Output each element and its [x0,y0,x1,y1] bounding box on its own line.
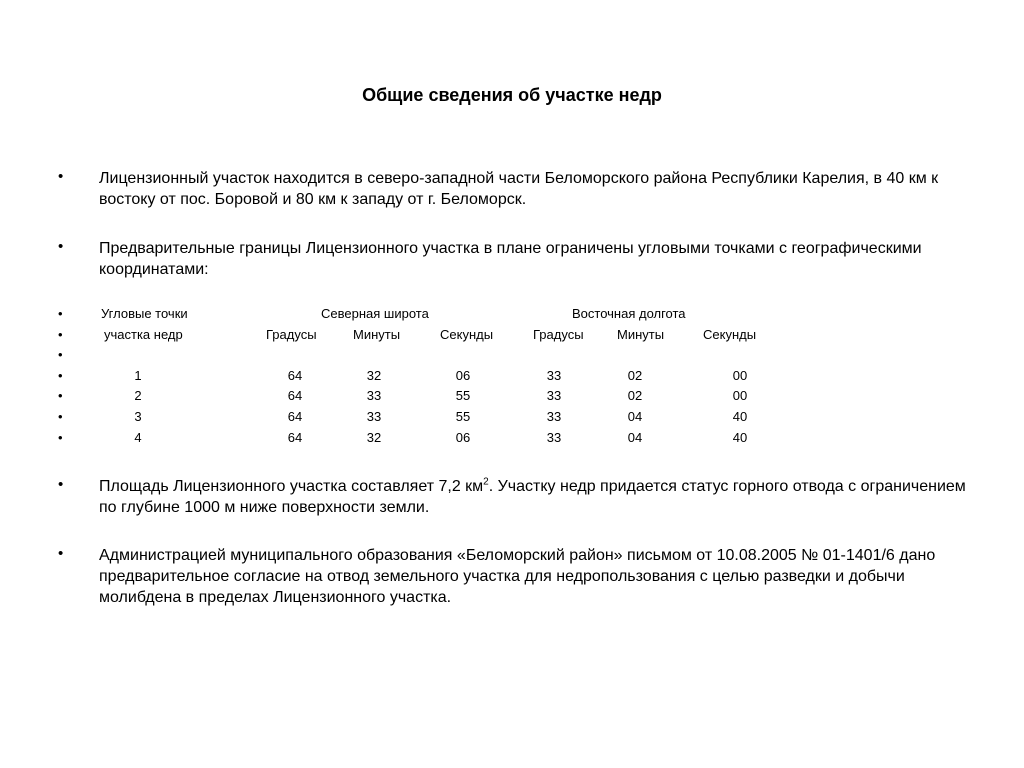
cell-lat-degrees: 64 [287,388,303,403]
header-seconds-north: Секунды [440,327,494,342]
cell-lat-seconds: 55 [455,409,471,424]
table-row [0,407,1024,427]
cell-lat-degrees: 64 [287,430,303,445]
page-title: Общие сведения об участке недр [362,85,662,105]
area-unit-superscript: 2 [483,476,489,488]
bullet-marker: • [58,306,63,321]
cell-lon-seconds: 40 [732,409,748,424]
bullet-marker: • [58,238,64,255]
cell-lon-degrees: 33 [546,388,562,403]
table-row [0,386,1024,406]
cell-point-number: 1 [134,368,142,383]
area-text-end: . Участку недр придается статус горного отвода с ограничением по глубине 1000 м ниже поверхности земли. [99,478,966,516]
table-row [0,428,1024,448]
cell-lon-minutes: 02 [627,388,643,403]
bullet-marker: • [58,476,64,493]
header-east-longitude: Восточная долгота [572,306,686,321]
header-minutes-east: Минуты [617,327,665,342]
header-north-latitude: Северная широта [321,306,429,321]
bullet-marker: • [58,388,63,403]
cell-lon-minutes: 04 [627,430,643,445]
cell-lon-minutes: 02 [627,368,643,383]
table-empty-row [0,345,1024,365]
table-row [0,366,1024,386]
header-corner-points: Угловые точки [101,306,188,321]
bullet-marker: • [58,409,63,424]
table-header-row [0,304,1024,324]
cell-lat-degrees: 64 [287,409,303,424]
cell-lat-minutes: 33 [366,388,382,403]
cell-lon-degrees: 33 [546,368,562,383]
cell-lon-degrees: 33 [546,430,562,445]
cell-point-number: 3 [134,409,142,424]
cell-lat-minutes: 33 [366,409,382,424]
cell-lat-degrees: 64 [287,368,303,383]
header-minutes-north: Минуты [353,327,401,342]
header-degrees-east: Градусы [533,327,584,342]
cell-lat-seconds: 55 [455,388,471,403]
cell-lat-seconds: 06 [455,430,471,445]
header-degrees-north: Градусы [266,327,317,342]
bullet-marker: • [58,430,63,445]
bullet-marker: • [58,545,64,562]
table-header-row [0,325,1024,345]
cell-lat-minutes: 32 [366,368,382,383]
cell-lon-degrees: 33 [546,409,562,424]
paragraph-area [99,476,979,518]
cell-lon-minutes: 04 [627,409,643,424]
paragraph-boundaries: Предварительные границы Лицензионного участка в плане ограничены угловыми точками с географическими координатами: [99,240,922,278]
paragraph-location: Лицензионный участок находится в северо-западной части Беломорского района Республики Карелия, в 40 км к востоку от пос. Боровой и 80 км к западу от г. Беломорск. [99,170,939,208]
cell-lon-seconds: 00 [732,388,748,403]
paragraph-administration: Администрацией муниципального образования «Беломорский район» письмом от 10.08.2005 № 01-1401/6 дано предварительное согласие на отвод земельного участка для недропользования с целью разведки и добычи молибдена в пределах Лицензионного участка. [99,547,936,606]
area-text-start: Площадь Лицензионного участка составляет 7,2 км [99,478,484,495]
cell-lat-seconds: 06 [455,368,471,383]
cell-point-number: 2 [134,388,142,403]
bullet-marker: • [58,327,63,342]
header-subsoil-plot: участка недр [104,327,183,342]
cell-point-number: 4 [134,430,142,445]
header-seconds-east: Секунды [703,327,757,342]
bullet-marker: • [58,347,63,362]
cell-lon-seconds: 00 [732,368,748,383]
cell-lon-seconds: 40 [732,430,748,445]
bullet-marker: • [58,168,64,185]
cell-lat-minutes: 32 [366,430,382,445]
bullet-marker: • [58,368,63,383]
